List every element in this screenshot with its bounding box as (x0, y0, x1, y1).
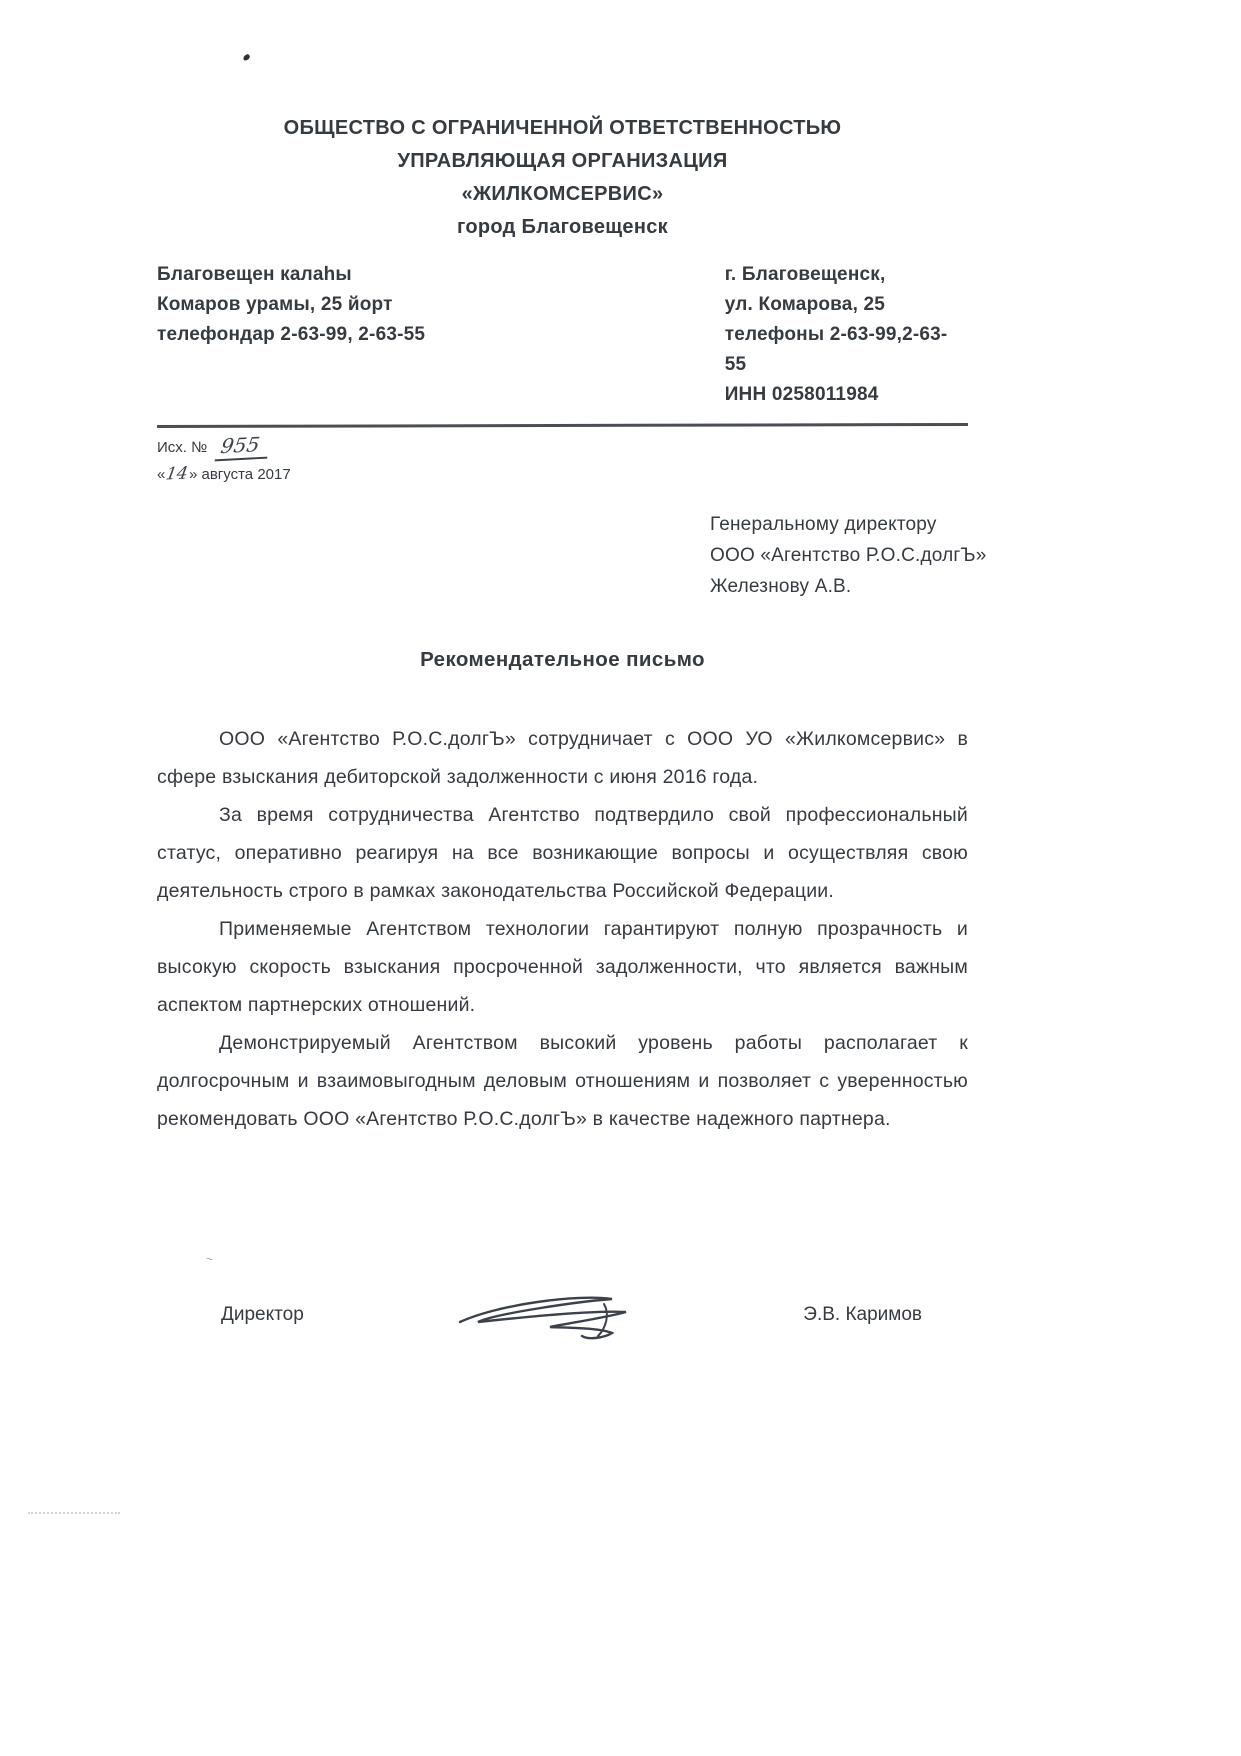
recipient-line-1: Генеральному директору (710, 514, 937, 535)
date-rest: » августа 2017 (188, 466, 291, 483)
address-left-line-1: Благовещен калаһы (157, 264, 352, 285)
body-paragraph-1: ООО «Агентство Р.О.С.долгЪ» сотрудничает с ООО УО «Жилкомсервис» в сфере взыскания дебиторской задолженности с июня 2016 года. (157, 728, 968, 788)
address-left-line-3: телефондар 2-63-99, 2-63-55 (157, 324, 426, 345)
reference-block (157, 433, 968, 487)
letter-body (157, 720, 968, 1138)
recipient-line-3: Железнову А.В. (710, 576, 852, 597)
outgoing-number-line (157, 433, 968, 460)
scan-artifact-dashes (28, 1512, 120, 1514)
date-day-handwritten: 14 (164, 463, 190, 485)
outgoing-number-label: Исх. № (157, 439, 208, 456)
handwritten-signature (304, 1284, 804, 1346)
signer-name: Э.В. Каримов (803, 1304, 922, 1325)
outgoing-number-handwritten: 955 (215, 432, 272, 462)
letter-title: Рекомендательное письмо (420, 648, 705, 671)
address-right-line-4: ИНН 0258011984 (724, 384, 879, 405)
signature-row (157, 1284, 968, 1346)
address-left-column (157, 260, 579, 410)
address-block (157, 260, 968, 410)
body-paragraph-3: Применяемые Агентством технологии гарантируют полную прозрачность и высокую скорость взыскания просроченной задолженности, что является важным аспектом партнерских отношений. (157, 918, 968, 1016)
address-left-line-2: Комаров урамы, 25 йорт (157, 294, 393, 315)
date-line (157, 462, 968, 487)
org-header-line-1: ОБЩЕСТВО С ОГРАНИЧЕННОЙ ОТВЕТСТВЕННОСТЬЮ (283, 117, 842, 139)
scan-artifact-mark (242, 53, 251, 61)
date-quote-open: « (157, 466, 166, 483)
body-paragraph-2: За время сотрудничества Агентство подтвердило свой профессиональный статус, оперативно реагируя на все возникающие вопросы и осуществляя свою деятельность строго в рамках законодательства Российской Федерации. (157, 804, 968, 902)
recipient-line-2: ООО «Агентство Р.О.С.долгЪ» (710, 545, 987, 566)
address-right-line-3: телефоны 2-63-99,2-63-55 (724, 324, 948, 375)
org-header-line-4: город Благовещенск (457, 216, 668, 238)
body-paragraph-4: Демонстрируемый Агентством высокий уровень работы располагает к долгосрочным и взаимовыгодным деловым отношениям и позволяет с уверенностью рекомендовать ООО «Агентство Р.О.С.долгЪ» в качестве надежного партнера. (157, 1032, 968, 1130)
signer-role-label: Директор (221, 1304, 304, 1325)
address-right-line-2: ул. Комарова, 25 (724, 294, 886, 315)
header-divider-line (157, 423, 968, 428)
org-header-line-3: «ЖИЛКОМСЕРВИС» (461, 183, 664, 205)
address-right-column (725, 260, 968, 410)
address-right-line-1: г. Благовещенск, (724, 264, 886, 285)
org-header-line-2: УПРАВЛЯЮЩАЯ ОРГАНИЗАЦИЯ (397, 150, 728, 172)
signature-icon (454, 1284, 654, 1346)
recipient-block (710, 509, 987, 602)
organization-header (157, 112, 968, 244)
scan-artifact-tick: ~ (204, 1251, 215, 1267)
